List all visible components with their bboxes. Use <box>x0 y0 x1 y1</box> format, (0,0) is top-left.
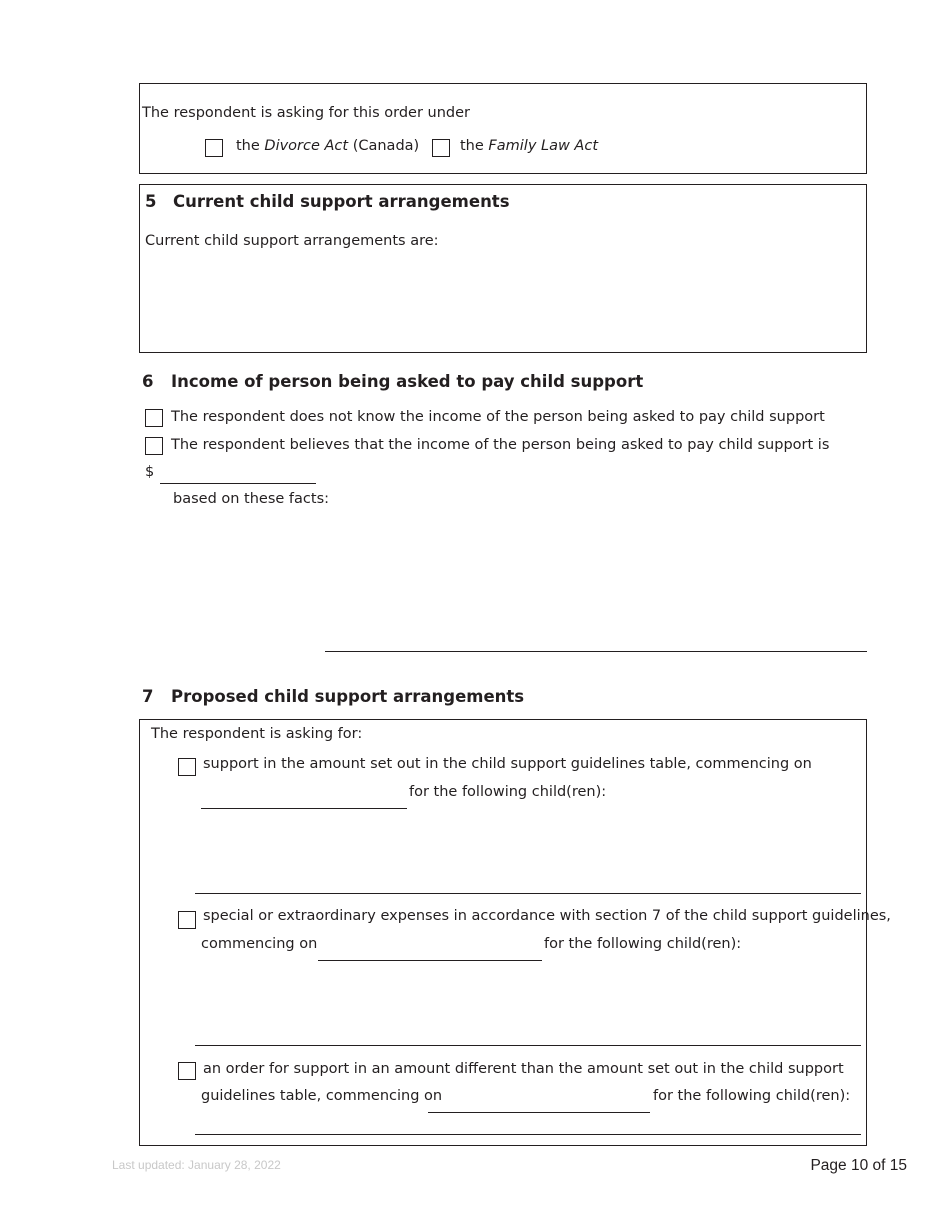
section7-intro: The respondent is asking for: <box>151 726 363 742</box>
income-believed-label: The respondent believes that the income of the person being asked to pay child support is <box>171 437 830 453</box>
divorce-act-checkbox[interactable] <box>205 139 223 157</box>
section6-title: Income of person being asked to pay child support <box>171 372 644 391</box>
section5-text: Current child support arrangements are: <box>145 233 439 249</box>
guidelines-support-checkbox[interactable] <box>178 758 196 776</box>
income-amount-field[interactable] <box>160 483 316 484</box>
currency-symbol: $ <box>145 464 155 480</box>
guidelines-support-date-field[interactable] <box>201 808 407 809</box>
section7-number: 7 <box>142 687 154 706</box>
income-believed-checkbox[interactable] <box>145 437 163 455</box>
different-amount-children-field[interactable] <box>195 1134 861 1135</box>
different-amount-commencing-label: guidelines table, commencing on <box>201 1088 443 1104</box>
section7-title: Proposed child support arrangements <box>171 687 525 706</box>
special-expenses-label: special or extraordinary expenses in accordance with section 7 of the child support guidelines, <box>203 908 891 924</box>
order-under-box <box>139 83 867 174</box>
section5-title: Current child support arrangements <box>173 192 510 211</box>
different-amount-checkbox[interactable] <box>178 1062 196 1080</box>
section5-number: 5 <box>145 192 157 211</box>
special-expenses-children-label: for the following child(ren): <box>544 936 742 952</box>
different-amount-date-field[interactable] <box>428 1112 650 1113</box>
special-expenses-date-field[interactable] <box>318 960 542 961</box>
facts-field[interactable] <box>325 651 867 652</box>
page-number: Page 10 of 15 <box>810 1157 907 1174</box>
last-updated: Last updated: January 28, 2022 <box>112 1158 281 1172</box>
family-law-act-checkbox[interactable] <box>432 139 450 157</box>
guidelines-support-children-label: for the following child(ren): <box>409 784 607 800</box>
guidelines-support-label: support in the amount set out in the child support guidelines table, commencing on <box>203 756 812 772</box>
section6-number: 6 <box>142 372 154 391</box>
income-unknown-label: The respondent does not know the income of the person being asked to pay child support <box>171 409 825 425</box>
order-under-intro: The respondent is asking for this order under <box>142 105 470 121</box>
section5-answer-area[interactable] <box>145 256 861 346</box>
based-on-facts-label: based on these facts: <box>173 491 330 507</box>
different-amount-children-label: for the following child(ren): <box>653 1088 851 1104</box>
special-expenses-children-field[interactable] <box>195 1045 861 1046</box>
guidelines-support-children-field[interactable] <box>195 893 861 894</box>
special-expenses-checkbox[interactable] <box>178 911 196 929</box>
divorce-act-label: the Divorce Act (Canada) <box>236 138 420 154</box>
income-unknown-checkbox[interactable] <box>145 409 163 427</box>
different-amount-label: an order for support in an amount different than the amount set out in the child support <box>203 1061 844 1077</box>
special-expenses-commencing-label: commencing on <box>201 936 318 952</box>
family-law-act-label: the Family Law Act <box>460 138 599 154</box>
